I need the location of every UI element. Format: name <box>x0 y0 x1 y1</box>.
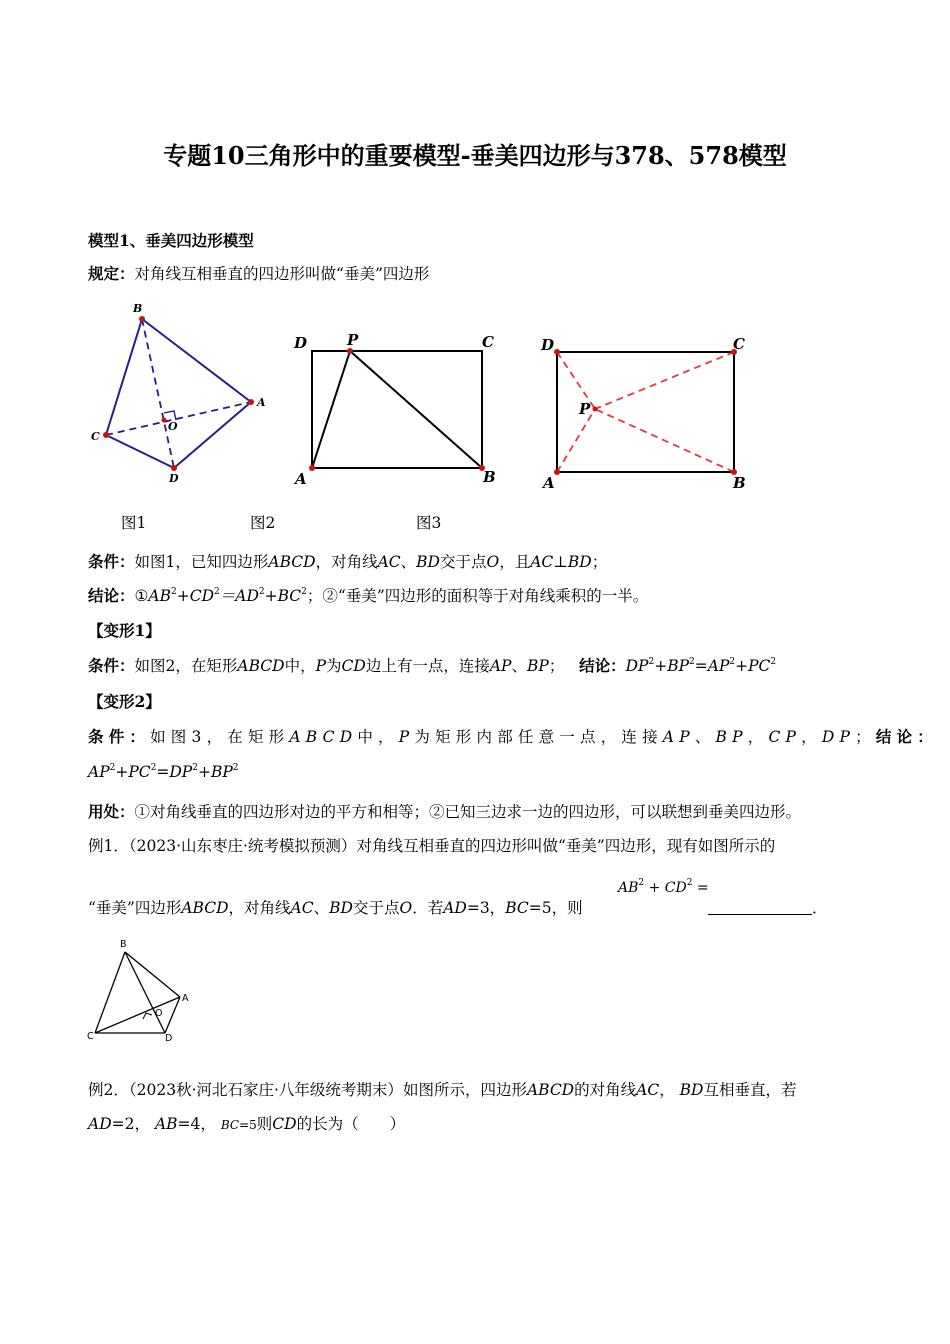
fig1-label-A: A <box>257 396 266 409</box>
ex1-label-C: C <box>87 1031 94 1042</box>
variant-1-heading: 【变形1】 <box>88 621 161 640</box>
ex1-label-A: A <box>182 993 189 1004</box>
fig3-label-C: C <box>733 335 745 353</box>
variant-2-heading: 【变形2】 <box>88 692 161 711</box>
example-1-line2: “垂美”四边形ABCD，对角线AC、BD交于点O．若AD=3，BC=5，则 <box>88 899 583 917</box>
caption-fig3: 图3 <box>416 514 442 532</box>
section-heading: 模型1、垂美四边形模型 <box>88 231 254 250</box>
figure-1 <box>80 298 280 490</box>
example-2-line1: 例2．（2023秋·河北石家庄·八年级统考期末）如图所示，四边形ABCD的对角线AC， BD互相垂直，若 <box>88 1081 797 1099</box>
figure-2 <box>290 330 510 490</box>
fig2-label-A: A <box>295 470 307 488</box>
fig1-label-O: O <box>168 420 178 433</box>
page-title: 专题10三角形中的重要模型-垂美四边形与378、578模型 <box>163 141 787 170</box>
example-1-line1: 例1．（2023·山东枣庄·统考模拟预测）对角线互相垂直的四边形叫做“垂美”四边形，现有如图所示的 <box>88 837 776 855</box>
usage: 用处：①对角线垂直的四边形对边的平方和相等；②已知三边求一边的四边形，可以联想到垂美四边形。 <box>88 802 802 821</box>
definition-text: 对角线互相垂直的四边形叫做“垂美”四边形 <box>134 265 430 283</box>
fig2-label-C: C <box>482 333 494 351</box>
figure-3 <box>535 330 755 495</box>
fig3-label-D: D <box>541 336 555 354</box>
fig2-label-P: P <box>347 331 359 349</box>
condition-1: 条件：如图1，已知四边形ABCD，对角线AC、BD交于点O，且AC⊥BD； <box>88 552 608 571</box>
fig3-label-P: P <box>579 400 591 418</box>
condition-3: 条件：如图3，在矩形ABCD中，P为矩形内部任意一点，连接AP、BP，CP，DP；结论： <box>88 727 938 746</box>
caption-fig1: 图1 <box>121 514 147 532</box>
ex1-label-B: B <box>120 939 127 950</box>
fig2-label-B: B <box>483 468 496 486</box>
fig1-label-D: D <box>169 472 179 485</box>
definition-label: 规定： <box>88 264 135 283</box>
fig3-label-A: A <box>543 474 555 492</box>
condition-2: 条件：如图2，在矩形ABCD中，P为CD边上有一点，连接AP、BP； 结论：$DP^2+BP^2=AP^2+PC^2$ <box>88 656 777 675</box>
fig1-label-C: C <box>91 430 100 443</box>
example-1-expression: $AB^2 + CD^2$ = <box>618 878 709 896</box>
example-1-answer-blank[interactable]: ． <box>708 896 828 918</box>
conclusion-1: 结论：$①AB^2+CD^2=AD^2+BC^2$；②“垂美”四边形的面积等于对角线乘积的一半。 <box>88 586 649 605</box>
definition <box>88 262 429 284</box>
fig2-label-D: D <box>294 334 308 352</box>
caption-fig2: 图2 <box>250 514 276 532</box>
ex1-label-D: D <box>165 1033 173 1044</box>
fig1-label-B: B <box>133 302 143 315</box>
fig3-label-B: B <box>733 474 746 492</box>
condition-3-formula: $AP^2+PC^2=DP^2+BP^2$ <box>88 763 239 781</box>
example-2-line2: AD=2， AB=4， BC=5则CD的长为（ ） <box>88 1115 406 1133</box>
example-1-figure <box>84 935 204 1047</box>
ex1-label-O: O <box>155 1008 163 1019</box>
